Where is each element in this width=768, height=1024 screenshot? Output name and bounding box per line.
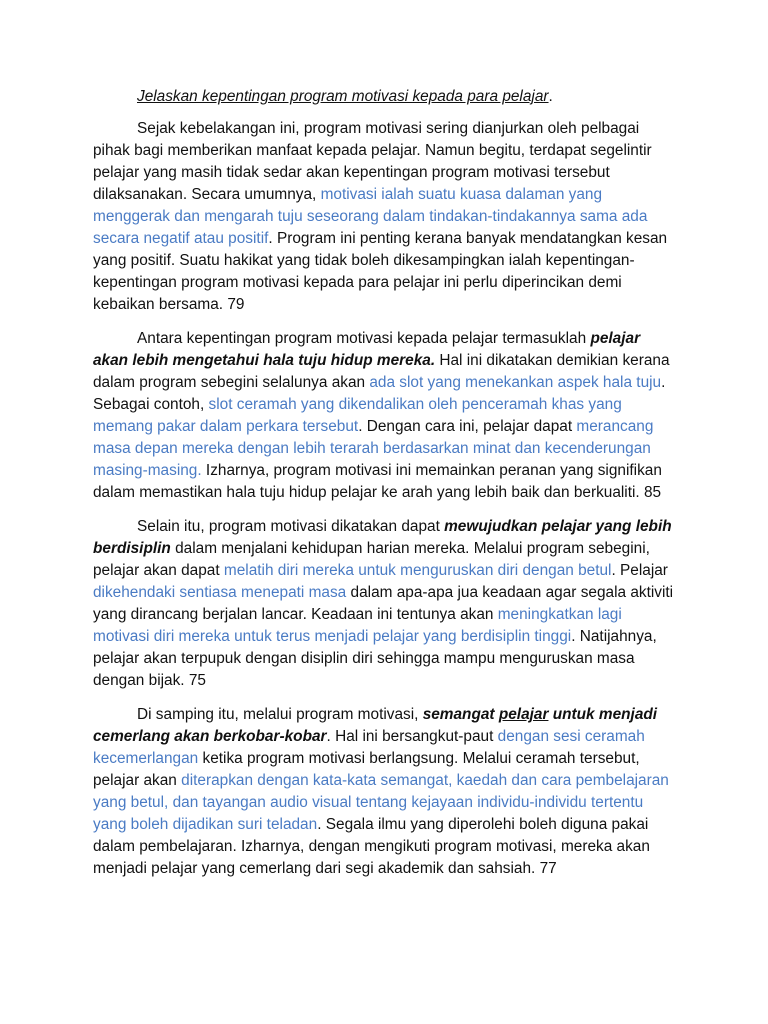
highlighted-text: diterapkan dengan kata-kata semangat, kaedah dan cara pembelajaran yang betul, dan tayangan audio visual tentang kejayaan individu-individu tertentu yang boleh dijadikan suri teladan [93,772,669,833]
text-run: Di samping itu, melalui program motivasi, [137,706,423,723]
title-punctuation: . [548,88,553,105]
highlighted-text: merancang masa depan mereka dengan lebih terarah berdasarkan minat dan kecenderungan masing-masing. [93,418,654,479]
text-run: dalam apa-apa jua keadaan agar segala aktiviti yang dirancang berjalan lancar. Keadaan ini tentunya akan [93,584,674,623]
highlighted-text: ada slot yang menekankan aspek hala tuju [369,374,662,391]
text-run: . Sebagai contoh, [93,374,666,413]
essay-question-title [93,86,676,108]
essay-body [93,118,676,880]
text-run: . Hal ini bersangkut-paut [326,728,498,745]
text-run: . Dengan cara ini, pelajar dapat [358,418,577,435]
highlighted-text: slot ceramah yang dikendalikan oleh penceramah khas yang memang pakar dalam perkara tersebut [93,396,622,435]
paragraph-2 [93,328,676,504]
text-run: . Natijahnya, pelajar akan terpupuk dengan disiplin diri sehingga mampu menguruskan masa dengan bijak. 75 [93,628,657,689]
text-run: Antara kepentingan program motivasi kepada pelajar termasuklah [137,330,591,347]
text-run: Izharnya, program motivasi ini memainkan peranan yang signifikan dalam memastikan hala tuju hidup pelajar ke arah yang lebih baik dan berkualiti. 85 [93,462,662,501]
text-run: ketika program motivasi berlangsung. Melalui ceramah tersebut, pelajar akan [93,750,640,789]
key-point-text: untuk menjadi cemerlang akan berkobar-kobar [93,706,658,745]
highlighted-text: motivasi ialah suatu kuasa dalaman yang menggerak dan mengarah tuju seseorang dalam tindakan-tindakannya sama ada secara negatif atau positif [93,186,648,247]
text-run: Hal ini dikatakan demikian kerana dalam program sebegini selalunya akan [93,352,670,391]
text-run: . Segala ilmu yang diperolehi boleh diguna pakai dalam pembelajaran. Izharnya, dengan mengikuti program motivasi, mereka akan menjadi pelajar yang cemerlang dari segi akademik dan sahsiah. 77 [93,816,650,877]
text-run: Selain itu, program motivasi dikatakan dapat [137,518,445,535]
highlighted-text: dikehendaki sentiasa menepati masa [93,584,347,601]
title-text: Jelaskan kepentingan program motivasi kepada para pelajar [137,88,549,105]
key-point-text: mewujudkan pelajar yang lebih berdisiplin [93,518,672,557]
text-run: Sejak kebelakangan ini, program motivasi sering dianjurkan oleh pelbagai pihak bagi memberikan manfaat kepada pelajar. Namun begitu, terdapat segelintir pelajar yang masih tidak sedar akan kepentingan program motivasi tersebut dilaksanakan. Secara umumnya, [93,120,652,203]
paragraph-3 [93,516,676,692]
highlighted-text: meningkatkan lagi motivasi diri mereka untuk terus menjadi pelajar yang berdisiplin tinggi [93,606,622,645]
highlighted-text: melatih diri mereka untuk menguruskan diri dengan betul [223,562,612,579]
text-run: . Program ini penting kerana banyak mendatangkan kesan yang positif. Suatu hakikat yang tidak boleh dikesampingkan ialah kepentingan-kepentingan program motivasi kepada para pelajar ini perlu diperincikan demi kebaikan bersama. 79 [93,230,668,313]
text-run: dalam menjalani kehidupan harian mereka. Melalui program sebegini, pelajar akan dapat [93,540,650,579]
key-point-text: pelajar [498,706,549,723]
paragraph-4 [93,704,676,880]
text-run: . Pelajar [611,562,668,579]
key-point-text: pelajar akan lebih mengetahui hala tuju hidup mereka. [93,330,641,369]
paragraph-1 [93,118,676,316]
highlighted-text: dengan sesi ceramah kecemerlangan [93,728,645,767]
key-point-text: semangat [422,706,499,723]
